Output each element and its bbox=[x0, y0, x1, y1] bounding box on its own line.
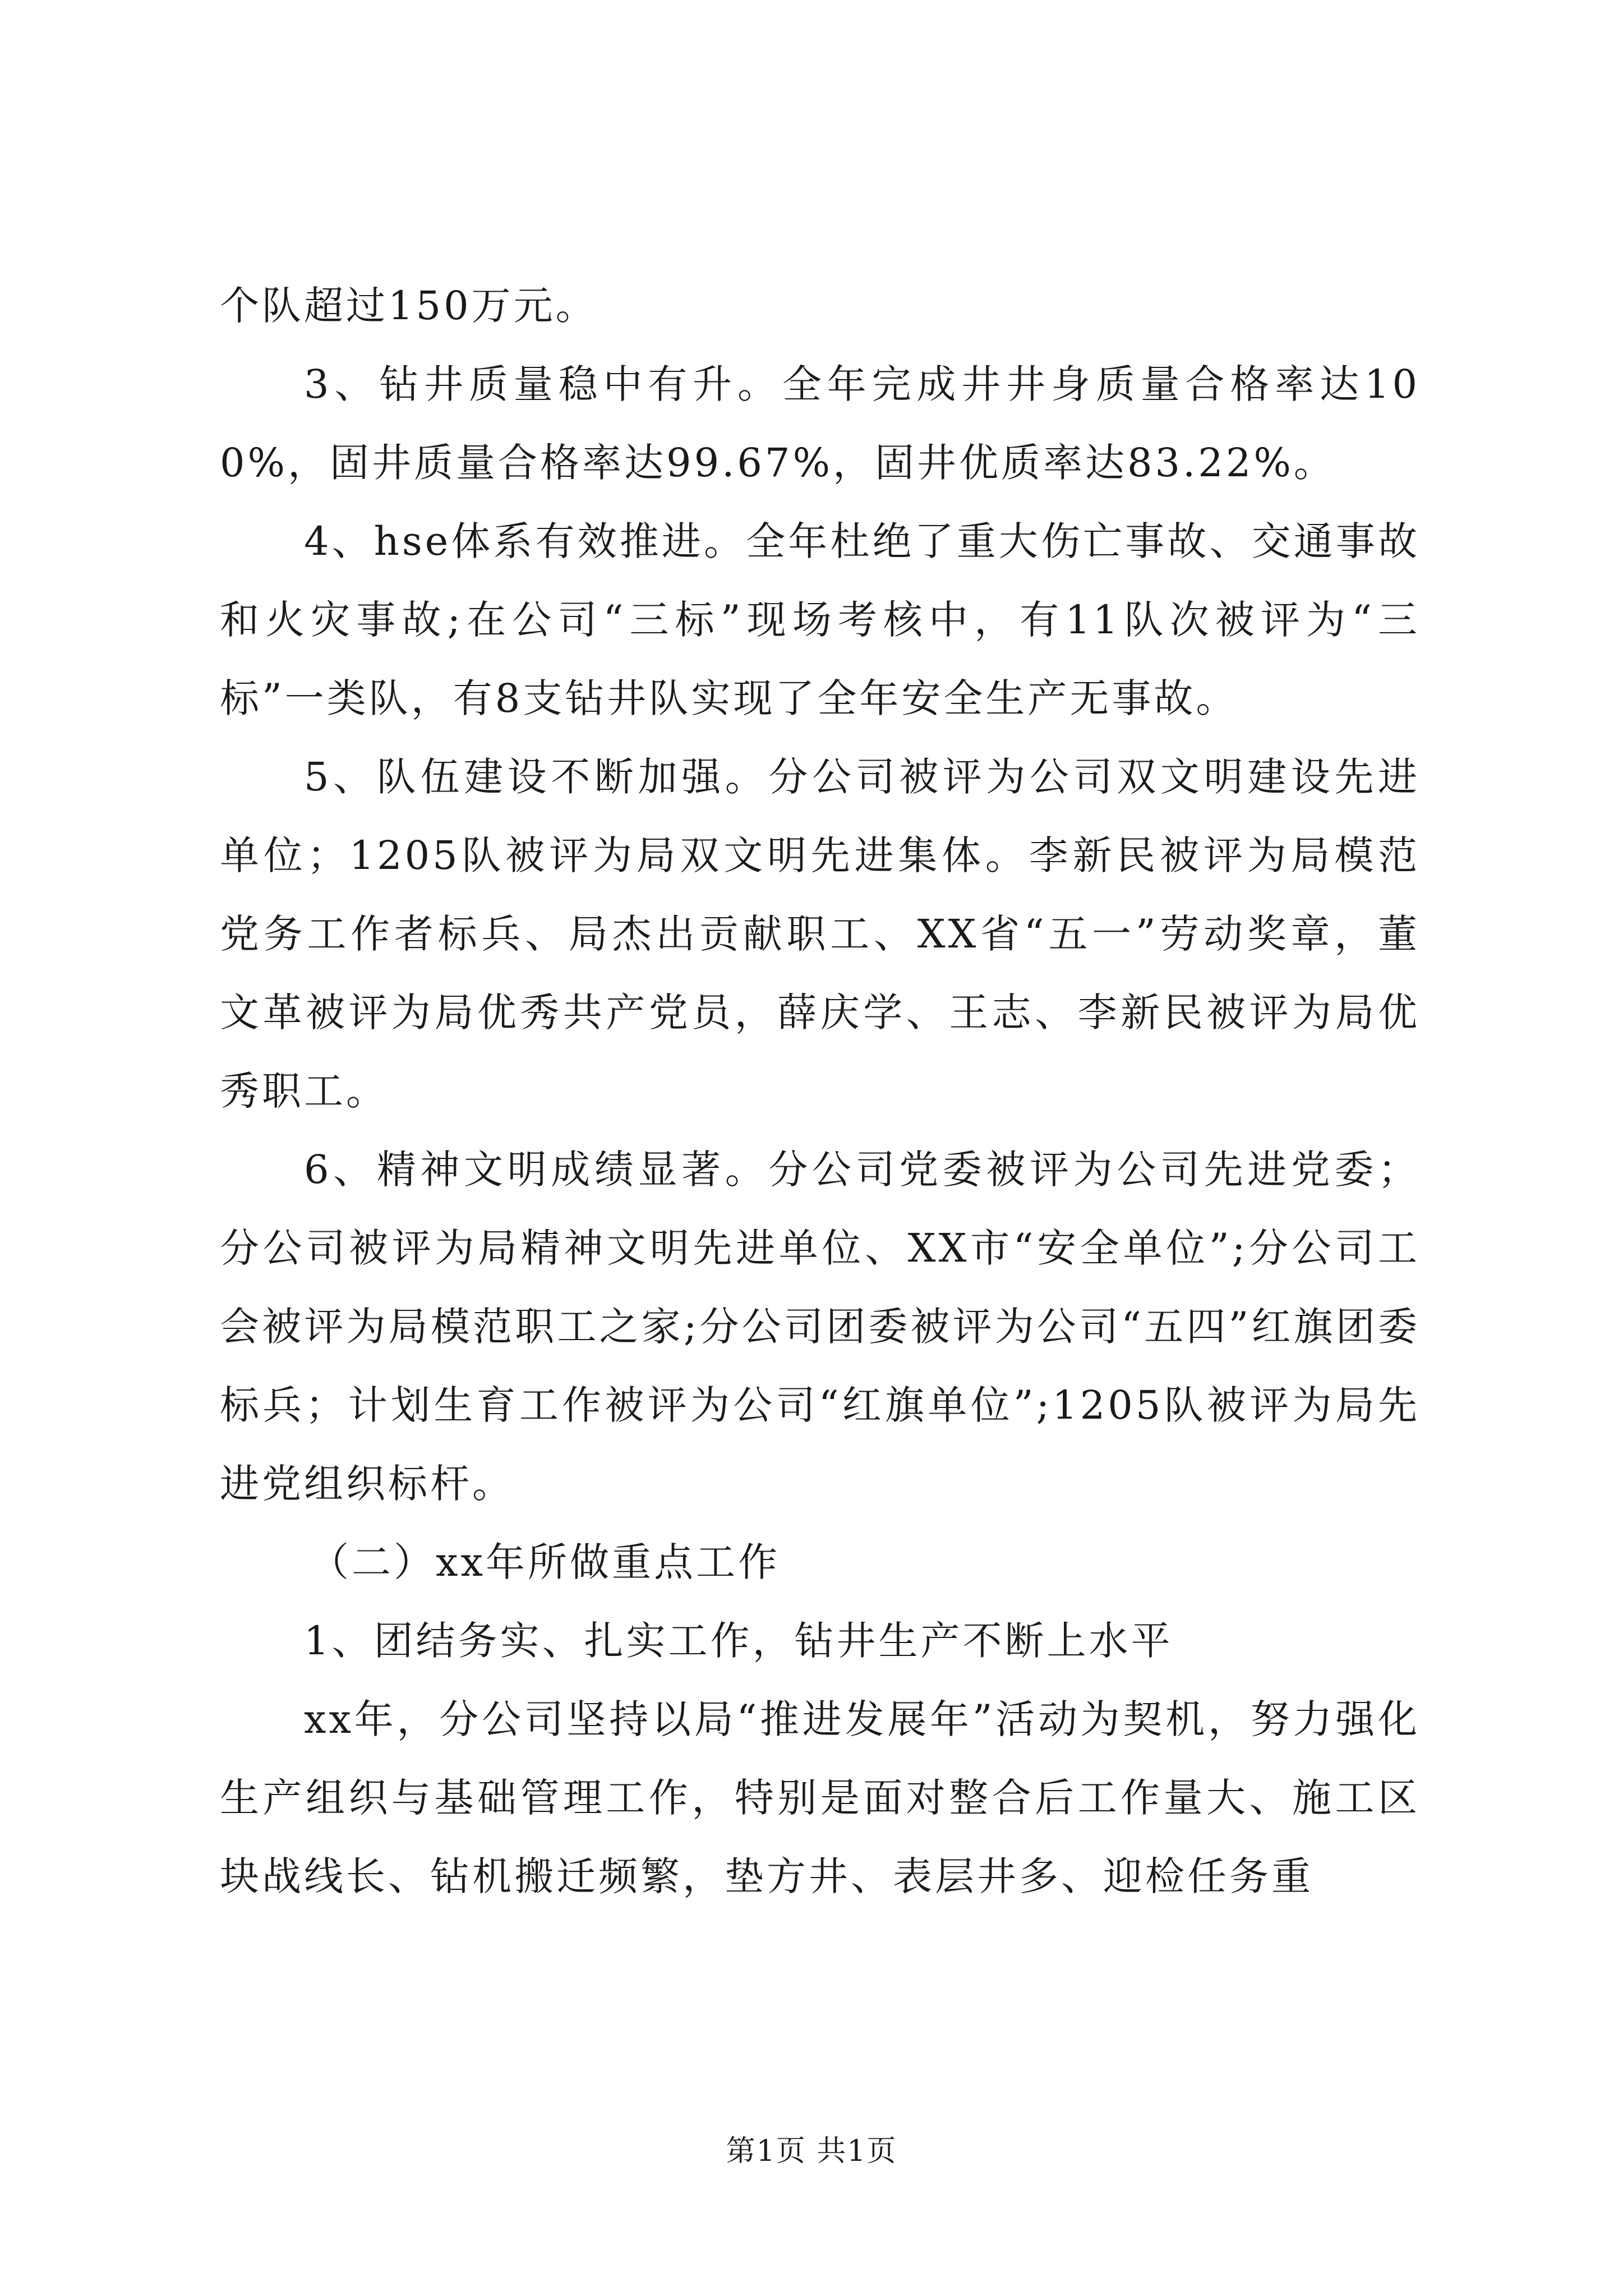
paragraph-item-5: 5、队伍建设不断加强。分公司被评为公司双文明建设先进单位；1205队被评为局双文明先进集体。李新民被评为局模范党务工作者标兵、局杰出贡献职工、XX省“五一”劳动奖章，董文革被评为局优秀共产党员，薛庆学、王志、李新民被评为局优秀职工。 bbox=[220, 754, 1420, 1114]
paragraph-item-6: 6、精神文明成绩显著。分公司党委被评为公司先进党委；分公司被评为局精神文明先进单位、XX市“安全单位”;分公司工会被评为局模范职工之家;分公司团委被评为公司“五四”红旗团委标兵；计划生育工作被评为公司“红旗单位”;1205队被评为局先进党组织标杆。 bbox=[220, 1147, 1420, 1507]
paragraph-item-4: 4、hse体系有效推进。全年杜绝了重大伤亡事故、交通事故和火灾事故;在公司“三标”现场考核中，有11队次被评为“三标”一类队，有8支钻井队实现了全年安全生产无事故。 bbox=[220, 518, 1420, 721]
section-heading: （二）xx年所做重点工作 bbox=[310, 1539, 780, 1585]
page-footer: 第1页 共1页 bbox=[726, 2134, 897, 2168]
paragraph-body: xx年，分公司坚持以局“推进发展年”活动为契机，努力强化生产组织与基础管理工作，特别是面对整合后工作量大、施工区块战线长、钻机搬迁频繁，垫方井、表层井多、迎检任务重 bbox=[220, 1696, 1420, 1899]
paragraph-item-3: 3、钻井质量稳中有升。全年完成井井身质量合格率达100%，固井质量合格率达99.67%，固井优质率达83.22%。 bbox=[220, 361, 1420, 486]
document-body bbox=[220, 266, 1420, 1916]
subsection-heading: 1、团结务实、扎实工作，钻井生产不断上水平 bbox=[304, 1618, 1173, 1664]
paragraph-continuation: 个队超过150万元。 bbox=[220, 283, 598, 329]
